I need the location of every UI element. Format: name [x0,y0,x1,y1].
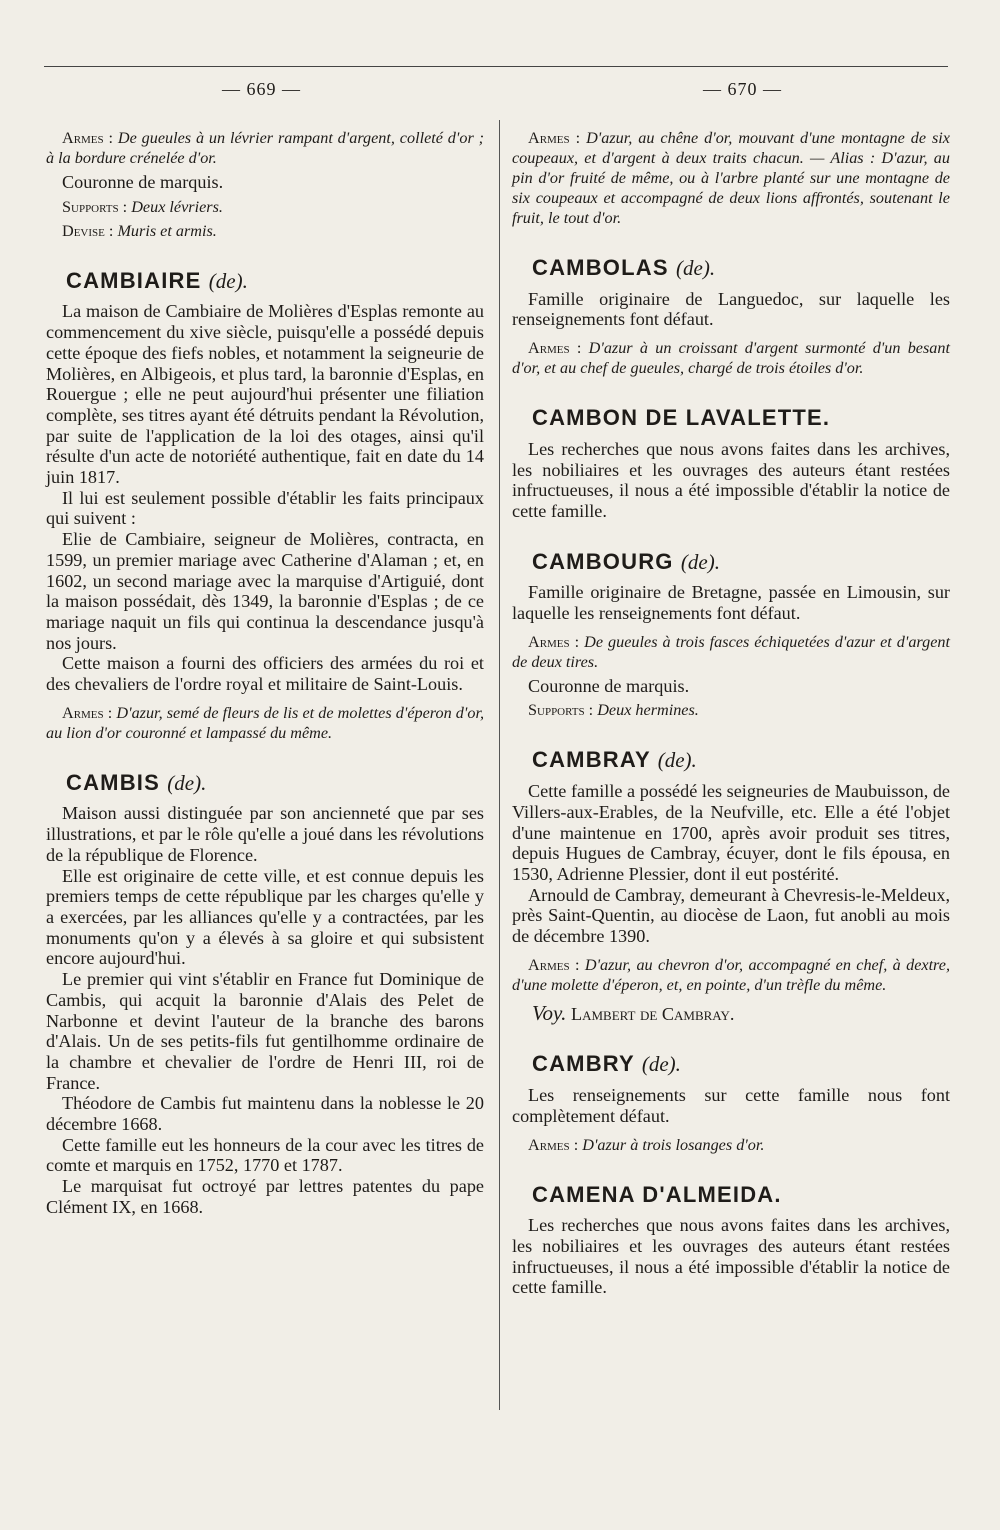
paragraph: Elie de Cambiaire, seigneur de Molières, contracta, en 1599, un premier mariage avec Catherine d'Alaman ; et, en 1602, un second mariage avec la marquise d'Artiguié, dont la maison possédait, dès 1349, la baronnie d'Esplas ; de ce mariage naquit un fils qui continua la descendance jusqu'à nos jours. [46,529,484,653]
couronne-line: Couronne de marquis. [62,172,224,192]
supports-line: Supports : Deux lévriers. [62,197,223,216]
armes-line: Armes : D'azur, semé de fleurs de lis et de molettes d'éperon d'or, au lion d'or couronné et lampassé du même. [46,703,484,742]
paragraph: Les recherches que nous avons faites dans les archives, les nobiliaires et les ouvrages des auteurs étant restées infructueuses, il nous a été impossible d'établir la notice de cette famille. [512,438,950,521]
armes-line: Armes : D'azur, au chêne d'or, mouvant d'une montagne de six coupeaux, et d'argent à deux traits chacun. — Alias : D'azur, au pin d'or fruité de même, ou à l'arbre planté sur une montagne de six coupeaux et accompagné de deux lions affrontés, soutenant le fruit, le tout d'or. [512,129,950,227]
paragraph: Famille originaire de Languedoc, sur laquelle les renseignements font défaut. [512,288,950,330]
armes-line: Armes : De gueules à trois fasces échiquetées d'azur et d'argent de deux tires. [512,632,951,671]
paragraph: Il lui est seulement possible d'établir les faits principaux qui suivent : [46,487,484,529]
paragraph: La maison de Cambiaire de Molières d'Esplas remonte au commencement du xive siècle, puisqu'elle a possédé depuis cette époque des fiefs nobles, et notamment la seigneurie de Molières, en Albigeois, et plus tard, la baronnie d'Esplas, en Rouergue ; elle ne peut aujourd'hui présenter une filiation complète, ses titres ayant été détruits pendant la Révolution, par suite de l'application de la loi des otages, ainsi qu'il résulte d'un acte de notoriété authentique, fait en date du 14 juin 1817. [46,301,484,488]
left-page-number: — 669 — [222,79,301,99]
supports-line: Supports : Deux hermines. [528,701,699,720]
entry-heading-cambourg: CAMBOURG (de). [532,548,720,574]
right-column [512,128,950,1298]
paragraph: Elle est originaire de cette ville, et est connue depuis les premiers temps de cette république par les charges qu'elle y a exercées, par les alliances qu'elle y a contractées, par les monuments qu'on y a élevés à sa gloire et qui subsistent encore aujourd'hui. [46,865,484,969]
paragraph: Famille originaire de Bretagne, passée en Limousin, sur laquelle les renseignements font défaut. [512,582,950,624]
paragraph: Arnould de Cambray, demeurant à Chevresis-le-Meldeux, près Saint-Quentin, au diocèse de Laon, fut anobli au mois de décembre 1390. [512,884,950,947]
couronne-line: Couronne de marquis. [528,675,690,696]
entry-heading-cambis: CAMBIS (de). [66,769,207,795]
paragraph: Théodore de Cambis fut maintenu dans la noblesse le 20 décembre 1668. [46,1093,484,1135]
entry-heading-cambolas: CAMBOLAS (de). [532,255,716,280]
paragraph: Maison aussi distinguée par son ancienneté que par ses illustrations, et par le rôle qu'elle a joué dans les révolutions de la république de Florence. [46,803,484,865]
armes-line: Armes : D'azur, au chevron d'or, accompagné en chef, à dextre, d'une molette d'éperon, et, en pointe, d'un trèfle du même. [512,955,950,994]
entry-heading-cambon: CAMBON DE LAVALETTE. [532,405,831,431]
paragraph: Le marquisat fut octroyé par lettres patentes du pape Clément IX, en 1668. [46,1176,484,1217]
paragraph: Le premier qui vint s'établir en France fut Dominique de Cambis, qui acquit la baronnie d'Alais des Pelet de Narbonne et devint l'auteur de la branche des barons d'Alais. Un de ses petits-fils fut gentilhomme ordinaire de la chambre et chevalier de l'ordre de Henri III, roi de France. [46,969,484,1093]
entry-heading-cambry: CAMBRY (de). [532,1051,681,1077]
armes-line: Armes : De gueules à un lévrier rampant d'argent, colleté d'or ; à la bordure crénelée d'or. [46,129,485,167]
entry-heading-cambiaire: CAMBIAIRE (de). [66,267,248,293]
entry-heading-cambray: CAMBRAY (de). [532,747,697,773]
entry-heading-camena: CAMENA D'ALMEIDA. [532,1181,782,1207]
armes-line: Armes : D'azur à un croissant d'argent surmonté d'un besant d'or, et au chef de gueules, chargé de trois étoiles d'or. [512,339,950,378]
paragraph: Cette famille a possédé les seigneuries de Maubuisson, de Villers-aux-Erables, de la Neufville, etc. Elle a été l'objet d'une maintenue en 1700, après avoir produit ses titres, depuis Hugues de Cambray, écuyer, dont le fils épousa, en 1530, Adrienne Plessier, dont il eut postérité. [512,781,950,884]
paragraph: Les recherches que nous avons faites dans les archives, les nobiliaires et les ouvrages des auteurs étant restées infructueuses, il nous a été impossible d'établir la notice de cette famille. [512,1215,950,1298]
paragraph: Les renseignements sur cette famille nous font complètement défaut. [512,1085,950,1126]
devise-line: Devise : Muris et armis. [62,221,217,240]
right-page-number: — 670 — [703,79,782,99]
column-divider [499,120,500,1410]
cross-reference: Voy. Lambert de Cambray. [532,1000,735,1025]
paragraph: Cette maison a fourni des officiers des armées du roi et des chevaliers de l'ordre royal et militaire de Saint-Louis. [46,653,484,695]
left-column [46,128,484,1218]
armes-line: Armes : D'azur à trois losanges d'or. [528,1135,765,1154]
top-rule [44,66,948,67]
paragraph: Cette famille eut les honneurs de la cour avec les titres de comte et marquis en 1752, 1770 et 1787. [46,1134,484,1176]
